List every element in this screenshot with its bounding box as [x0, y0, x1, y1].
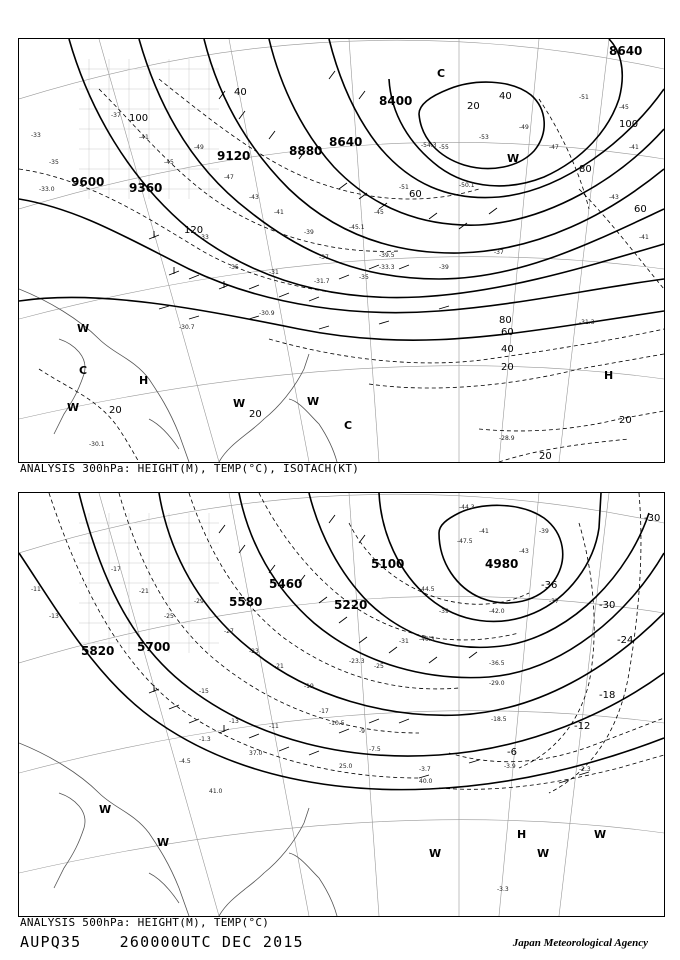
temp-label: -30.1 — [89, 441, 105, 448]
height-label: 5100 — [371, 557, 405, 571]
temp-label: -36.5 — [489, 660, 505, 667]
height-labels — [81, 557, 518, 658]
svg-text:-43: -43 — [249, 194, 259, 201]
isotach-labels — [109, 87, 647, 462]
svg-text:-35: -35 — [229, 264, 239, 271]
warm-mark: W — [99, 803, 112, 816]
svg-text:-25: -25 — [164, 613, 174, 620]
svg-text:-43: -43 — [519, 548, 529, 555]
svg-text:-39: -39 — [439, 264, 449, 271]
coastline — [19, 743, 337, 916]
svg-text:-37: -37 — [111, 112, 121, 119]
svg-text:-21: -21 — [139, 588, 149, 595]
cold-mark: C — [79, 364, 88, 377]
temp-label: -31.7 — [314, 278, 330, 285]
height-label: 5820 — [81, 644, 115, 658]
isotach-label: 60 — [634, 204, 647, 215]
temp-label: -29.0 — [489, 680, 505, 687]
height-label: 9360 — [129, 181, 163, 195]
height-label: 5580 — [229, 595, 263, 609]
chart-500hpa — [18, 492, 665, 917]
temp-label: -18.5 — [491, 716, 507, 723]
isotach-label: 120 — [184, 225, 204, 236]
temp-label: -39.5 — [379, 252, 395, 259]
height-label: 8400 — [379, 94, 413, 108]
isotach-label: 20 — [501, 362, 514, 373]
svg-text:41.0: 41.0 — [209, 788, 223, 795]
isotach-label: 60 — [409, 189, 422, 200]
temp-contour-label: -24 — [617, 635, 634, 646]
caption-300hpa: ANALYSIS 300hPa: HEIGHT(M), TEMP(°C), ISOTACH(KT) — [20, 462, 360, 475]
svg-text:25.0: 25.0 — [339, 763, 353, 770]
warm-mark: W — [233, 397, 246, 410]
isotach-label: 60 — [501, 327, 514, 338]
height-label: 8640 — [609, 44, 643, 58]
temp-label: -40.3 — [419, 636, 435, 643]
temp-label: -7.5 — [369, 746, 381, 753]
svg-text:-45: -45 — [164, 159, 174, 166]
temp-label: -31.3 — [579, 319, 595, 326]
svg-text:-17: -17 — [319, 708, 329, 715]
temp-label: -30.7 — [179, 324, 195, 331]
temp-label: -10.5 — [329, 720, 345, 727]
chart-500hpa-map — [19, 493, 664, 916]
temp-label: -44.3 — [459, 504, 475, 511]
svg-text:-35: -35 — [49, 159, 59, 166]
svg-text:-49: -49 — [519, 124, 529, 131]
svg-text:-41: -41 — [629, 144, 639, 151]
graticule — [19, 39, 664, 462]
station-values — [31, 528, 559, 795]
svg-text:-47: -47 — [224, 174, 234, 181]
svg-text:-37: -37 — [494, 249, 504, 256]
height-label: 4980 — [485, 557, 519, 571]
svg-text:-13: -13 — [229, 718, 239, 725]
isotach-label: 80 — [499, 315, 512, 326]
height-label: 5700 — [137, 640, 171, 654]
svg-text:-11: -11 — [31, 586, 41, 593]
svg-text:-55: -55 — [439, 144, 449, 151]
temp-label: -2.3 — [579, 766, 591, 773]
isotach-label: 20 — [109, 405, 122, 416]
chart-300hpa-map — [19, 39, 664, 462]
temp-contour-label: -18 — [599, 690, 616, 701]
svg-text:-45: -45 — [374, 209, 384, 216]
warm-mark: W — [307, 395, 320, 408]
agency-credit: Japan Meteorological Agency — [512, 937, 648, 949]
svg-text:-31: -31 — [399, 638, 409, 645]
coastline — [19, 289, 337, 462]
high-mark: H — [517, 828, 527, 841]
temp-label: -28.9 — [499, 435, 515, 442]
isotach-label: 100 — [619, 119, 639, 130]
chart-300hpa — [18, 38, 665, 463]
cold-mark: C — [344, 419, 353, 432]
temp-contour-label: -30 — [599, 600, 616, 611]
svg-text:-29: -29 — [194, 598, 204, 605]
svg-text:-45: -45 — [619, 104, 629, 111]
temp-label: -33.0 — [39, 186, 55, 193]
svg-text:-39: -39 — [304, 229, 314, 236]
temp-label: -3.9 — [504, 763, 516, 770]
warm-mark: W — [594, 828, 607, 841]
temp-label: -47.5 — [457, 538, 473, 545]
height-label: 8640 — [329, 135, 363, 149]
svg-text:-27: -27 — [224, 628, 234, 635]
wind-barbs — [149, 515, 589, 783]
graticule — [19, 493, 664, 916]
temp-label: -33.3 — [379, 264, 395, 271]
svg-text:-53: -53 — [479, 134, 489, 141]
temp-contour-label: -6 — [507, 747, 517, 758]
warm-mark: W — [429, 847, 442, 860]
height-contours — [19, 493, 664, 790]
warm-mark: W — [67, 401, 80, 414]
svg-text:-13: -13 — [49, 613, 59, 620]
temp-contour-label: -36 — [541, 580, 558, 591]
svg-text:-39: -39 — [439, 608, 449, 615]
height-label: 9600 — [71, 175, 105, 189]
temp-label: -23.3 — [349, 658, 365, 665]
temp-label: -50.1 — [459, 182, 475, 189]
svg-text:-33: -33 — [199, 234, 209, 241]
svg-text:-39: -39 — [539, 528, 549, 535]
svg-text:-23: -23 — [249, 648, 259, 655]
svg-text:-41: -41 — [274, 209, 284, 216]
svg-text:-25: -25 — [374, 663, 384, 670]
svg-text:-41: -41 — [479, 528, 489, 535]
high-mark: H — [604, 369, 614, 382]
isotach-label: 40 — [501, 344, 514, 355]
svg-text:-49: -49 — [194, 144, 204, 151]
svg-text:-9: -9 — [359, 728, 365, 735]
temp-label: -4.5 — [179, 758, 191, 765]
temp-label: -42.0 — [489, 608, 505, 615]
svg-text:37.0: 37.0 — [249, 750, 263, 757]
temp-label: -44.5 — [419, 586, 435, 593]
svg-text:-43: -43 — [609, 194, 619, 201]
warm-mark: W — [537, 847, 550, 860]
isotach-label: 40 — [499, 91, 512, 102]
isotach-label: 20 — [619, 415, 632, 426]
chart-time: 260000UTC DEC 2015 — [119, 933, 304, 951]
cold-mark: C — [437, 67, 446, 80]
svg-text:-19: -19 — [304, 683, 314, 690]
isotach-label: 20 — [467, 101, 480, 112]
warm-mark: W — [77, 322, 90, 335]
temp-contour-label: -30 — [644, 513, 661, 524]
caption-500hpa: ANALYSIS 500hPa: HEIGHT(M), TEMP(°C) — [20, 916, 270, 929]
svg-text:-31: -31 — [269, 269, 279, 276]
station-grid — [79, 513, 219, 653]
temp-label: -3.7 — [419, 766, 431, 773]
station-values — [31, 94, 649, 281]
svg-text:-33: -33 — [31, 132, 41, 139]
isotach-label: 20 — [249, 409, 262, 420]
svg-text:-41: -41 — [639, 234, 649, 241]
isotach-label: 40 — [234, 87, 247, 98]
svg-text:-35: -35 — [359, 274, 369, 281]
temp-contour-label: -12 — [574, 721, 591, 732]
svg-text:-41: -41 — [139, 134, 149, 141]
svg-text:-21: -21 — [274, 663, 284, 670]
svg-text:-51: -51 — [579, 94, 589, 101]
warm-mark: W — [507, 152, 520, 165]
svg-text:-51: -51 — [399, 184, 409, 191]
svg-text:-11: -11 — [269, 723, 279, 730]
chart-id — [20, 933, 332, 951]
height-label: 5460 — [269, 577, 303, 591]
temp-label: -54.3 — [421, 142, 437, 149]
svg-text:-37: -37 — [549, 598, 559, 605]
isotach-label: 80 — [579, 164, 592, 175]
height-contours — [19, 39, 664, 340]
warm-mark: W — [157, 836, 170, 849]
high-mark: H — [139, 374, 149, 387]
isotach-label: 20 — [539, 451, 552, 462]
svg-text:40.0: 40.0 — [419, 778, 433, 785]
svg-text:-15: -15 — [199, 688, 209, 695]
isotach-label: 100 — [129, 113, 149, 124]
height-label: 5220 — [334, 598, 368, 612]
temp-label: -1.3 — [199, 736, 211, 743]
svg-text:-17: -17 — [111, 566, 121, 573]
temp-label: -3.3 — [497, 886, 509, 893]
svg-text:-47: -47 — [549, 144, 559, 151]
temp-label: -45.1 — [349, 224, 365, 231]
height-labels — [71, 44, 642, 195]
chart-code: AUPQ35 — [20, 933, 82, 951]
height-label: 8880 — [289, 144, 323, 158]
svg-text:-37: -37 — [319, 254, 329, 261]
temp-label: -30.9 — [259, 310, 275, 317]
height-label: 9120 — [217, 149, 251, 163]
